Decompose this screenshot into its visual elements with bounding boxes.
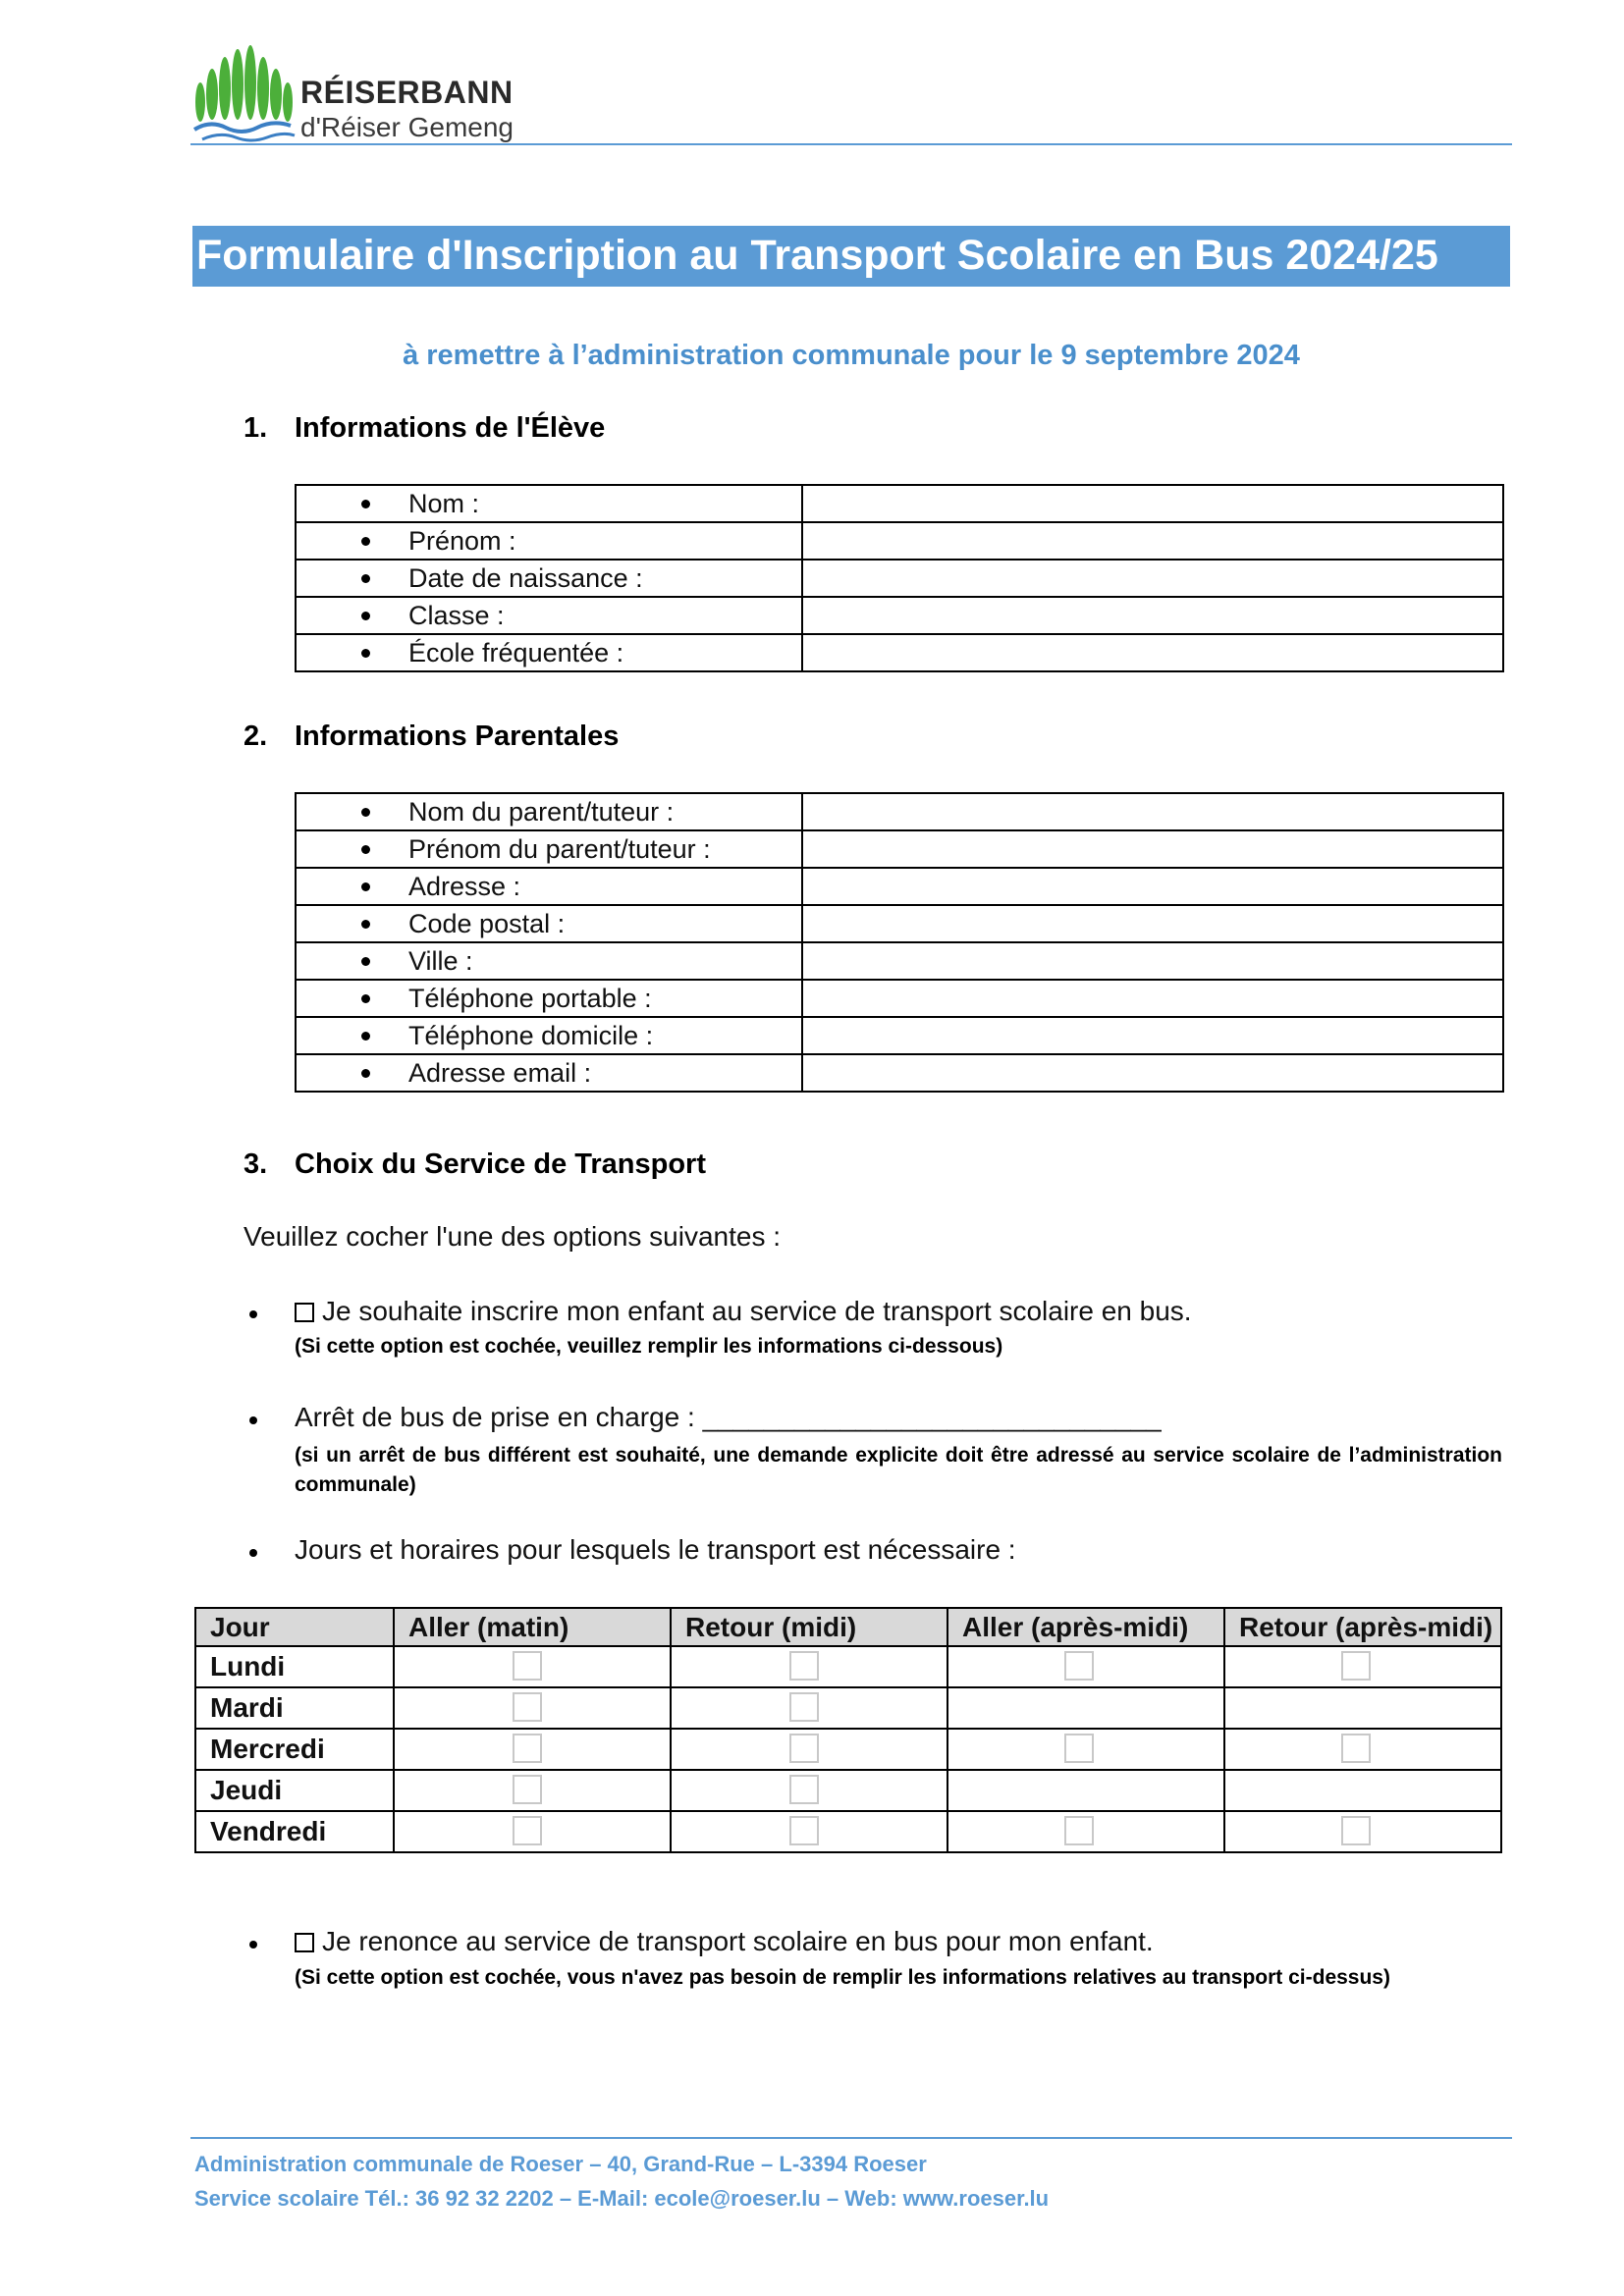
student-field-input[interactable] bbox=[802, 597, 1503, 634]
option-subscribe[interactable] bbox=[295, 1296, 1192, 1327]
parent-field-label-text: Ville : bbox=[408, 945, 473, 976]
parent-field-input[interactable] bbox=[802, 868, 1503, 905]
title-banner bbox=[192, 226, 1510, 287]
section-2-title: Informations Parentales bbox=[295, 721, 620, 752]
schedule-cell-aller-apres-midi bbox=[947, 1729, 1224, 1770]
schedule-checkbox-aller-matin[interactable] bbox=[513, 1775, 542, 1804]
parent-field-label bbox=[296, 1054, 802, 1092]
schedule-row bbox=[195, 1811, 1501, 1852]
student-field-label bbox=[296, 597, 802, 634]
schedule-day: Mardi bbox=[195, 1687, 394, 1729]
option-decline-label: Je renonce au service de transport scolaire en bus pour mon enfant. bbox=[322, 1926, 1154, 1956]
section-1-title: Informations de l'Élève bbox=[295, 412, 606, 444]
schedule-cell-aller-apres-midi bbox=[947, 1687, 1224, 1729]
student-field-label-text: Nom : bbox=[408, 488, 480, 518]
parent-field-label bbox=[296, 980, 802, 1017]
page-title: Formulaire d'Inscription au Transport Scolaire en Bus 2024/25 bbox=[196, 232, 1438, 279]
student-row bbox=[296, 485, 1503, 522]
header-retour-midi: Retour (midi) bbox=[671, 1608, 947, 1646]
student-field-label bbox=[296, 634, 802, 671]
header-divider bbox=[190, 143, 1512, 145]
header-aller-apres-midi: Aller (après-midi) bbox=[947, 1608, 1224, 1646]
schedule-cell-retour-apres-midi bbox=[1224, 1646, 1501, 1687]
schedule-cell-retour-midi bbox=[671, 1811, 947, 1852]
schedule-row bbox=[195, 1729, 1501, 1770]
parent-row bbox=[296, 868, 1503, 905]
bullet-icon bbox=[361, 808, 370, 817]
parent-field-label-text: Nom du parent/tuteur : bbox=[408, 796, 675, 827]
schedule-cell-aller-matin bbox=[394, 1646, 671, 1687]
schedule-row bbox=[195, 1646, 1501, 1687]
parent-field-input[interactable] bbox=[802, 1017, 1503, 1054]
schedule-checkbox-retour-apres-midi[interactable] bbox=[1341, 1816, 1371, 1845]
submission-deadline: à remettre à l’administration communale pour le 9 septembre 2024 bbox=[403, 340, 1300, 371]
schedule-checkbox-retour-midi[interactable] bbox=[789, 1775, 819, 1804]
parent-field-label-text: Code postal : bbox=[408, 908, 566, 938]
schedule-cell-aller-matin bbox=[394, 1770, 671, 1811]
parent-row bbox=[296, 942, 1503, 980]
schedule-cell-aller-apres-midi bbox=[947, 1646, 1224, 1687]
section-2-heading bbox=[244, 721, 619, 753]
header-aller-matin: Aller (matin) bbox=[394, 1608, 671, 1646]
parent-field-label bbox=[296, 793, 802, 830]
parent-field-input[interactable] bbox=[802, 905, 1503, 942]
parent-row bbox=[296, 1054, 1503, 1092]
schedule-checkbox-aller-apres-midi[interactable] bbox=[1064, 1734, 1094, 1763]
bus-stop-field[interactable] bbox=[295, 1402, 1162, 1433]
student-field-input[interactable] bbox=[802, 485, 1503, 522]
schedule-checkbox-aller-matin[interactable] bbox=[513, 1734, 542, 1763]
parent-row bbox=[296, 830, 1503, 868]
student-row bbox=[296, 560, 1503, 597]
student-field-label-text: Classe : bbox=[408, 600, 505, 630]
parent-field-label bbox=[296, 830, 802, 868]
student-field-label-text: Date de naissance : bbox=[408, 562, 643, 593]
parent-row bbox=[296, 1017, 1503, 1054]
transport-instruction: Veuillez cocher l'une des options suivantes : bbox=[244, 1221, 782, 1252]
parent-field-label-text: Adresse email : bbox=[408, 1057, 592, 1088]
parent-field-input[interactable] bbox=[802, 830, 1503, 868]
header-retour-apres-midi: Retour (après-midi) bbox=[1224, 1608, 1501, 1646]
footer-divider bbox=[190, 2137, 1512, 2139]
schedule-header-row bbox=[195, 1608, 1501, 1646]
brand-name: RÉISERBANN bbox=[300, 75, 514, 110]
bullet-icon bbox=[361, 1032, 370, 1041]
schedule-day: Lundi bbox=[195, 1646, 394, 1687]
schedule-cell-aller-apres-midi bbox=[947, 1770, 1224, 1811]
schedule-cell-retour-midi bbox=[671, 1770, 947, 1811]
section-3-title: Choix du Service de Transport bbox=[295, 1148, 706, 1180]
parent-field-label bbox=[296, 942, 802, 980]
parent-field-label-text: Téléphone domicile : bbox=[408, 1020, 654, 1050]
schedule-cell-retour-midi bbox=[671, 1687, 947, 1729]
subscribe-checkbox[interactable] bbox=[295, 1303, 314, 1322]
schedule-cell-retour-midi bbox=[671, 1646, 947, 1687]
schedule-cell-retour-apres-midi bbox=[1224, 1729, 1501, 1770]
bullet-icon bbox=[249, 1416, 257, 1424]
parent-field-label-text: Téléphone portable : bbox=[408, 983, 652, 1013]
student-row bbox=[296, 597, 1503, 634]
schedule-cell-retour-apres-midi bbox=[1224, 1811, 1501, 1852]
schedule-checkbox-aller-matin[interactable] bbox=[513, 1816, 542, 1845]
schedule-checkbox-retour-midi[interactable] bbox=[789, 1816, 819, 1845]
schedule-checkbox-retour-midi[interactable] bbox=[789, 1651, 819, 1681]
section-3-heading bbox=[244, 1148, 706, 1181]
schedule-checkbox-retour-apres-midi[interactable] bbox=[1341, 1651, 1371, 1681]
header-day: Jour bbox=[195, 1608, 394, 1646]
student-field-label-text: Prénom : bbox=[408, 525, 516, 556]
schedule-cell-retour-midi bbox=[671, 1729, 947, 1770]
section-2-number: 2. bbox=[244, 721, 268, 752]
parent-info-table bbox=[295, 792, 1504, 1093]
section-1-heading bbox=[244, 412, 605, 445]
option-subscribe-label: Je souhaite inscrire mon enfant au service de transport scolaire en bus. bbox=[322, 1296, 1192, 1326]
schedule-checkbox-retour-midi[interactable] bbox=[789, 1734, 819, 1763]
schedule-table bbox=[194, 1607, 1502, 1853]
student-field-input[interactable] bbox=[802, 560, 1503, 597]
parent-field-input[interactable] bbox=[802, 1054, 1503, 1092]
bullet-icon bbox=[361, 537, 370, 546]
schedule-cell-aller-apres-midi bbox=[947, 1811, 1224, 1852]
parent-field-label bbox=[296, 1017, 802, 1054]
bullet-icon bbox=[249, 1941, 257, 1949]
schedule-checkbox-aller-apres-midi[interactable] bbox=[1064, 1651, 1094, 1681]
schedule-day: Jeudi bbox=[195, 1770, 394, 1811]
schedule-checkbox-retour-apres-midi[interactable] bbox=[1341, 1734, 1371, 1763]
parent-field-label bbox=[296, 868, 802, 905]
bullet-icon bbox=[361, 649, 370, 658]
schedule-checkbox-aller-matin[interactable] bbox=[513, 1651, 542, 1681]
bullet-icon bbox=[361, 1069, 370, 1078]
student-field-label bbox=[296, 485, 802, 522]
section-1-number: 1. bbox=[244, 412, 268, 444]
parent-field-label bbox=[296, 905, 802, 942]
parent-field-input[interactable] bbox=[802, 793, 1503, 830]
bullet-icon bbox=[361, 500, 370, 508]
schedule-cell-aller-matin bbox=[394, 1687, 671, 1729]
logo-trees-icon bbox=[192, 37, 300, 145]
footer-address: Administration communale de Roeser – 40, Grand-Rue – L-3394 Roeser bbox=[194, 2152, 927, 2176]
schedule-row bbox=[195, 1770, 1501, 1811]
bus-stop-label: Arrêt de bus de prise en charge : ______________________________ bbox=[295, 1402, 1162, 1432]
student-info-table bbox=[295, 484, 1504, 672]
schedule-checkbox-aller-matin[interactable] bbox=[513, 1692, 542, 1722]
bullet-icon bbox=[361, 845, 370, 854]
student-field-label bbox=[296, 560, 802, 597]
option-subscribe-note: (Si cette option est cochée, veuillez remplir les informations ci-dessous) bbox=[295, 1335, 1003, 1358]
student-field-label-text: École fréquentée : bbox=[408, 637, 624, 667]
bullet-icon bbox=[361, 612, 370, 620]
parent-field-input[interactable] bbox=[802, 942, 1503, 980]
student-field-label bbox=[296, 522, 802, 560]
bullet-icon bbox=[361, 920, 370, 929]
parent-row bbox=[296, 980, 1503, 1017]
bus-stop-note: (si un arrêt de bus différent est souhaité, une demande explicite doit être adressé au service scolaire de l’administration communale) bbox=[295, 1444, 1502, 1496]
parent-field-input[interactable] bbox=[802, 980, 1503, 1017]
option-decline-note: (Si cette option est cochée, vous n'avez pas besoin de remplir les informations relatives au transport ci-dessus) bbox=[295, 1966, 1390, 1989]
schedule-checkbox-retour-midi[interactable] bbox=[789, 1692, 819, 1722]
parent-row bbox=[296, 905, 1503, 942]
student-field-input[interactable] bbox=[802, 522, 1503, 560]
parent-row bbox=[296, 793, 1503, 830]
schedule-cell-retour-apres-midi bbox=[1224, 1770, 1501, 1811]
bullet-icon bbox=[361, 994, 370, 1003]
brand-subtitle: d'Réiser Gemeng bbox=[300, 112, 514, 142]
student-row bbox=[296, 634, 1503, 671]
schedule-cell-retour-apres-midi bbox=[1224, 1687, 1501, 1729]
schedule-row bbox=[195, 1687, 1501, 1729]
section-3-number: 3. bbox=[244, 1148, 268, 1180]
footer-contact: Service scolaire Tél.: 36 92 32 2202 – E-Mail: ecole@roeser.lu – Web: www.roeser.lu bbox=[194, 2186, 1050, 2211]
schedule-day: Mercredi bbox=[195, 1729, 394, 1770]
schedule-cell-aller-matin bbox=[394, 1729, 671, 1770]
schedule-intro: Jours et horaires pour lesquels le transport est nécessaire : bbox=[295, 1534, 1016, 1565]
bullet-icon bbox=[249, 1310, 257, 1318]
bullet-icon bbox=[361, 882, 370, 891]
schedule-cell-aller-matin bbox=[394, 1811, 671, 1852]
student-field-input[interactable] bbox=[802, 634, 1503, 671]
option-decline[interactable] bbox=[295, 1926, 1154, 1957]
bullet-icon bbox=[361, 574, 370, 583]
parent-field-label-text: Adresse : bbox=[408, 871, 521, 901]
student-row bbox=[296, 522, 1503, 560]
parent-field-label-text: Prénom du parent/tuteur : bbox=[408, 833, 711, 864]
decline-checkbox[interactable] bbox=[295, 1933, 314, 1952]
bullet-icon bbox=[249, 1549, 257, 1557]
bullet-icon bbox=[361, 957, 370, 966]
schedule-checkbox-aller-apres-midi[interactable] bbox=[1064, 1816, 1094, 1845]
schedule-day: Vendredi bbox=[195, 1811, 394, 1852]
municipality-logo bbox=[192, 37, 526, 145]
